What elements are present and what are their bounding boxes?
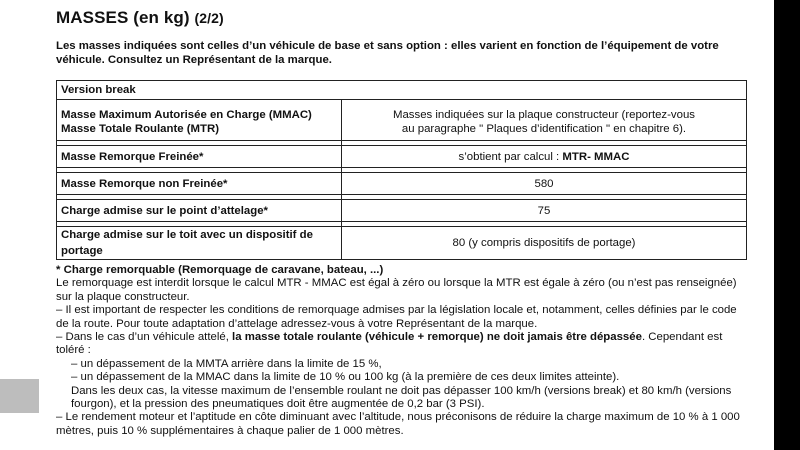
page-indicator: (2/2) xyxy=(194,10,224,26)
row-label-charge-toit: Charge admise sur le toit avec un dispositif de portage xyxy=(57,227,342,260)
row-label-remorque-freinee: Masse Remorque Freinée* xyxy=(57,146,342,168)
notes-paragraph: – Il est important de respecter les conditions de remorquage admises par la législation locale et, notamment, celles définies par le code de la route. Pour toute adaptation d’attelage adressez-vous à votre Représentant de la marque. xyxy=(56,304,737,330)
table-header: Version break xyxy=(57,81,747,100)
row-value-point-attelage: 75 xyxy=(342,200,747,222)
notes-paragraph: – Le rendement moteur et l’aptitude en côte diminuant avec l’altitude, nous préconisons de réduire la charge maximum de 10 % à 1 000 mètres, puis 10 % supplémentaires à chaque palier de 1 000 mètres. xyxy=(56,411,740,437)
page-title xyxy=(56,8,224,28)
towing-notes xyxy=(56,264,748,438)
notes-bullet: – un dépassement de la MMTA arrière dans la limite de 15 %, xyxy=(71,357,382,370)
notes-paragraph: – Dans le cas d’un véhicule attelé, la masse totale roulante (véhicule + remorque) ne doit jamais être dépassée. Cependant est toléré : xyxy=(56,331,723,357)
notes-paragraph: Le remorquage est interdit lorsque le calcul MTR - MMAC est égal à zéro ou lorsque la MTR est égale à zéro (ou n’est pas renseignée) sur la plaque constructeur. xyxy=(56,277,737,303)
table-header-row xyxy=(57,81,747,100)
notes-paragraph: Dans les deux cas, la vitesse maximum de l’ensemble roulant ne doit pas dépasser 100 km/h (versions break) et 80 km/h (versions fourgon), et la pression des pneumatiques doit être augmentée de 0,2 bar (3 PSI). xyxy=(71,384,732,411)
row-label-point-attelage: Charge admise sur le point d’attelage* xyxy=(57,200,342,222)
row-value-remorque-freinee: s’obtient par calcul : MTR- MMAC xyxy=(342,146,747,168)
table-row xyxy=(57,104,747,141)
table-row xyxy=(57,146,747,168)
intro-paragraph: Les masses indiquées sont celles d’un véhicule de base et sans option : elles varient en fonction de l’équipement de votre véhicule. Consultez un Représentant de la marque. xyxy=(56,40,719,66)
table-row xyxy=(57,227,747,260)
notes-heading: * Charge remorquable (Remorquage de caravane, bateau, ...) xyxy=(56,264,384,276)
masses-table xyxy=(56,80,747,260)
table-row xyxy=(57,173,747,195)
row-value-remorque-non-freinee: 580 xyxy=(342,173,747,195)
table-row xyxy=(57,200,747,222)
title-text: MASSES (en kg) xyxy=(56,8,190,27)
row-label-remorque-non-freinee: Masse Remorque non Freinée* xyxy=(57,173,342,195)
row-value-charge-toit: 80 (y compris dispositifs de portage) xyxy=(342,227,747,260)
notes-bullet: – un dépassement de la MMAC dans la limite de 10 % ou 100 kg (à la première de ces deux limites atteinte). xyxy=(71,371,620,384)
side-scroll-tab[interactable] xyxy=(0,379,39,413)
row-value-mmac-mtr: Masses indiquées sur la plaque constructeur (reportez-vous au paragraphe " Plaques d’identification " en chapitre 6). xyxy=(342,104,747,141)
row-label-mmac-mtr: Masse Maximum Autorisée en Charge (MMAC) Masse Totale Roulante (MTR) xyxy=(57,104,342,141)
